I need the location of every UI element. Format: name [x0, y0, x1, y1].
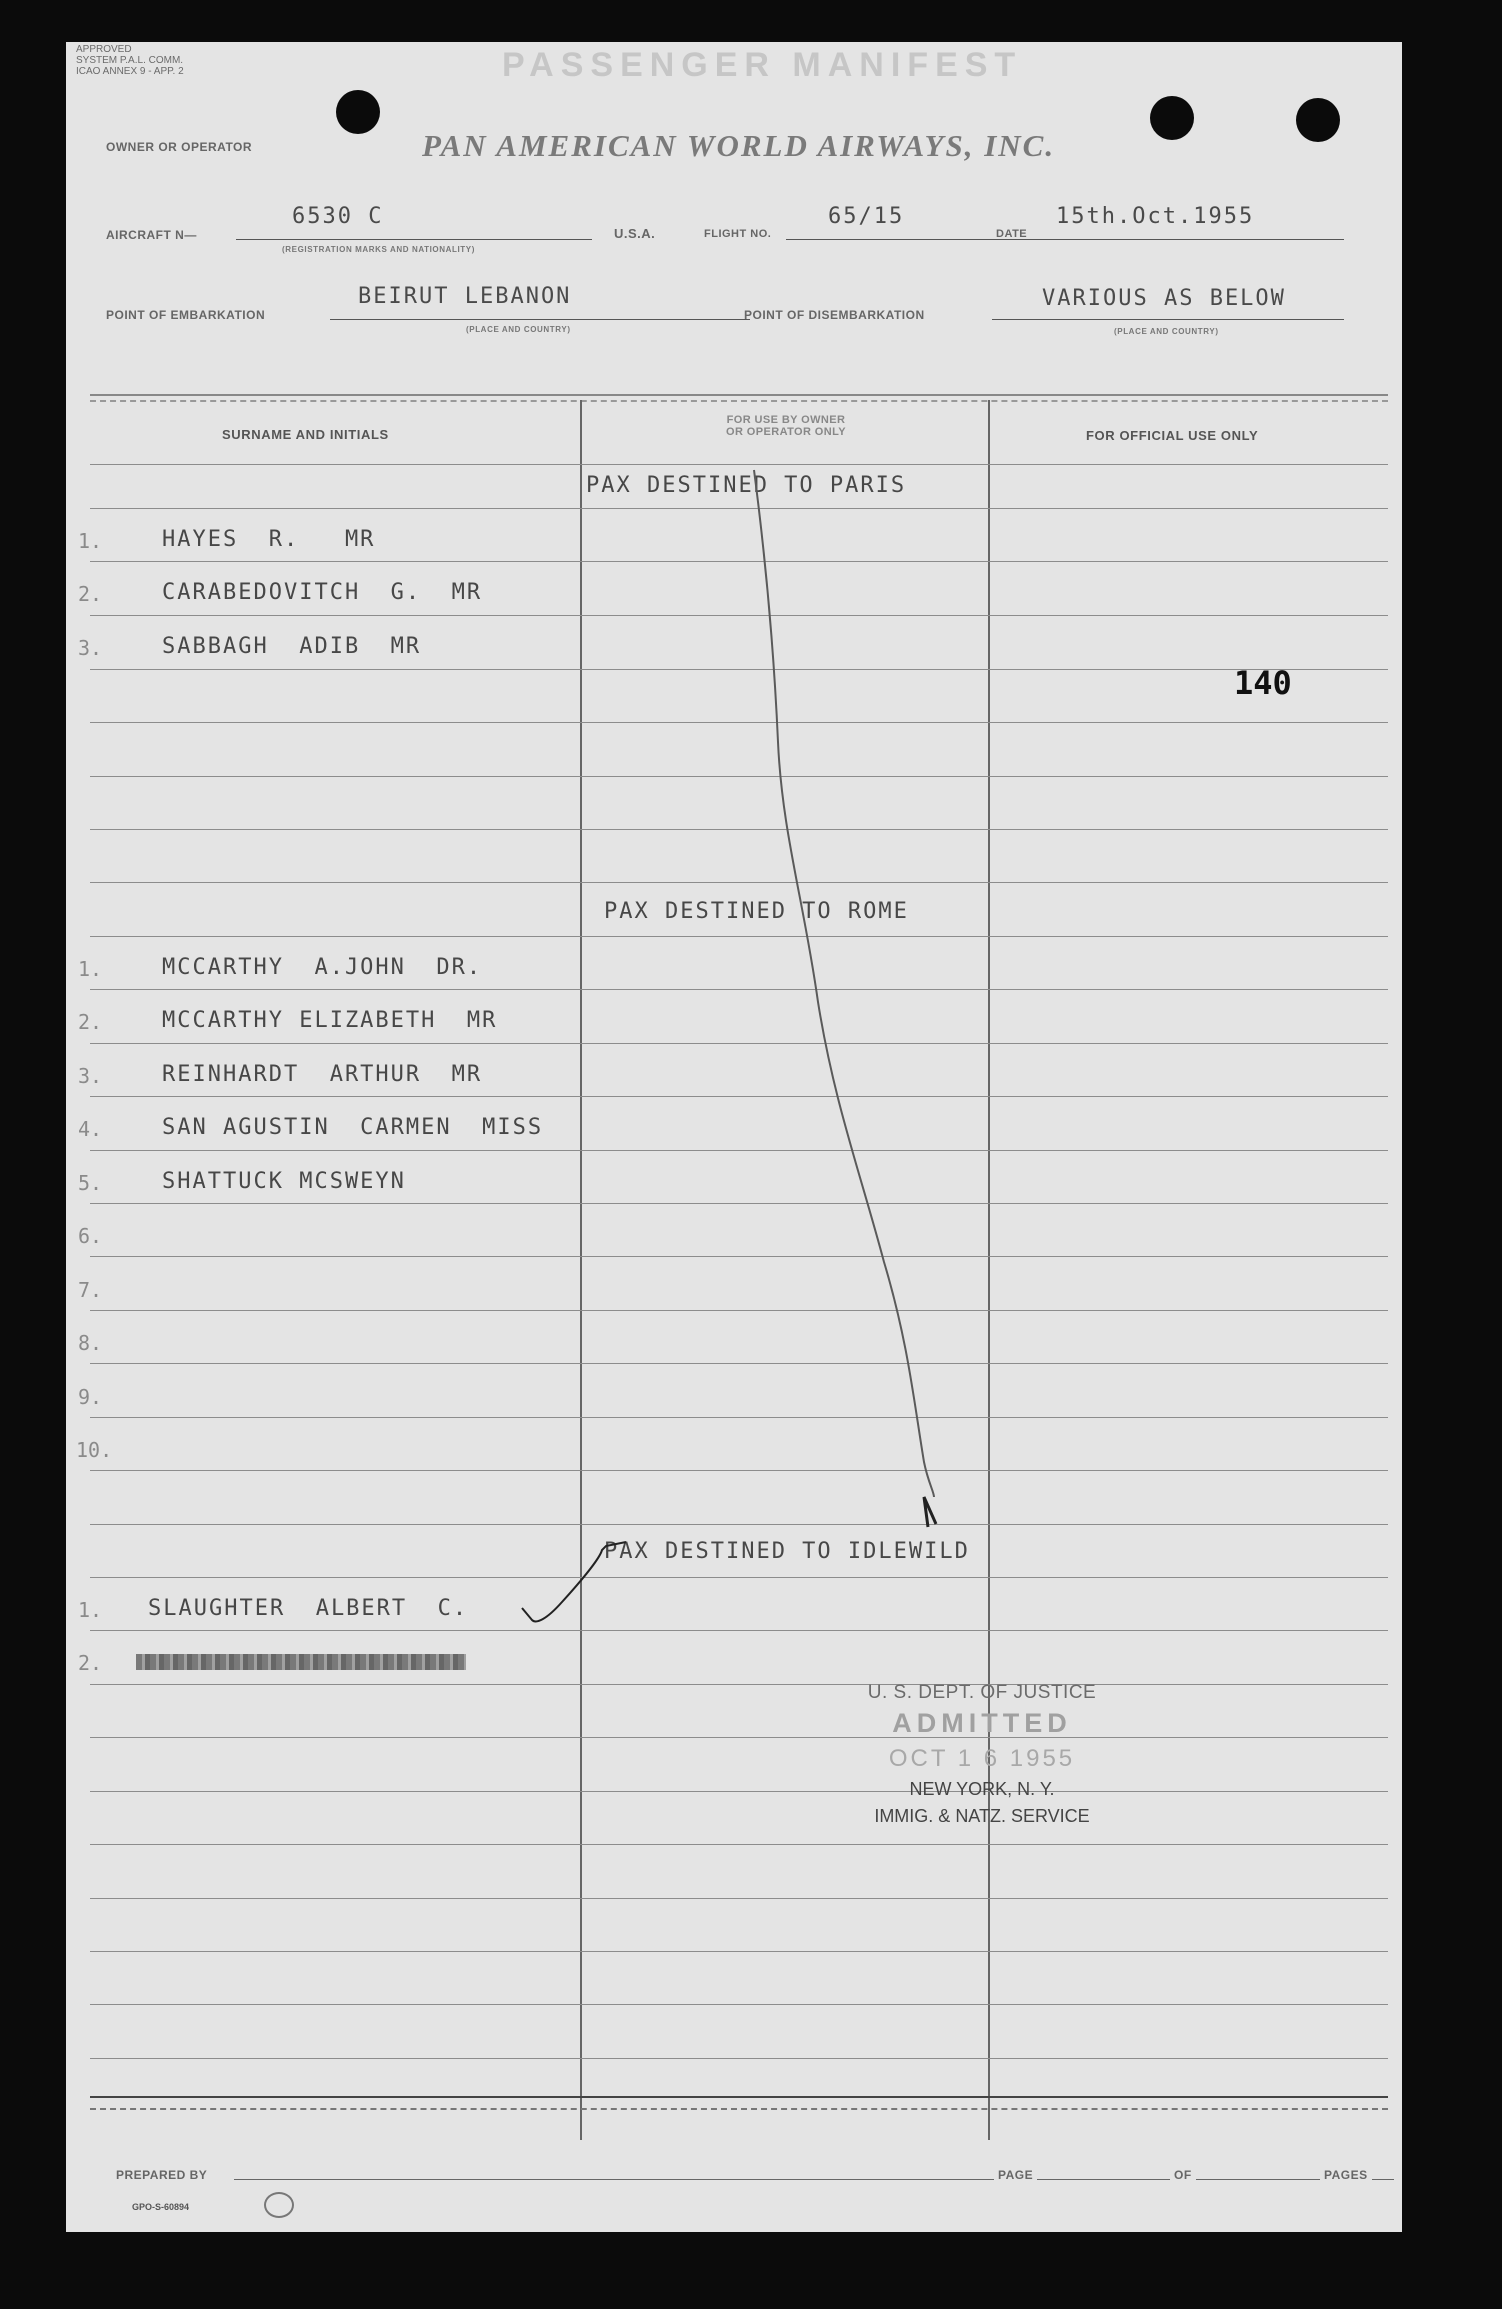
- stamp-line: OCT 1 6 1955: [888, 1745, 1076, 1772]
- print-code: GPO-S-60894: [132, 2202, 190, 2212]
- pen-annotation: [66, 42, 1402, 2232]
- flight-date: 15th.Oct.1955: [1056, 204, 1255, 229]
- passenger-name: CARABEDOVITCH G. MR: [162, 580, 483, 605]
- passenger-name: MCCARTHY A.JOHN DR.: [162, 955, 483, 980]
- row-number: 10.: [76, 1438, 113, 1462]
- country-label: U.S.A.: [614, 226, 656, 241]
- row-number: 1.: [78, 957, 103, 981]
- row-number: 2.: [78, 1651, 103, 1675]
- row-number: 7.: [78, 1278, 103, 1302]
- form-code-line: ICAO ANNEX 9 - APP. 2: [76, 66, 184, 77]
- aircraft-label: AIRCRAFT N—: [106, 228, 197, 242]
- row-number: 2.: [78, 1010, 103, 1034]
- row-number: 4.: [78, 1117, 103, 1141]
- form-code-line: APPROVED: [76, 44, 132, 55]
- pages-label: PAGES: [1320, 2168, 1372, 2182]
- row-number: 3.: [78, 1064, 103, 1088]
- column-header-official: FOR OFFICIAL USE ONLY: [1086, 428, 1259, 443]
- pen-arrow: [924, 1497, 936, 1527]
- page-title: PASSENGER MANIFEST: [502, 46, 1023, 84]
- embarkation-label: POINT OF EMBARKATION: [106, 308, 266, 322]
- disembarkation-place: VARIOUS AS BELOW: [1042, 286, 1286, 311]
- passenger-name: HAYES R. MR: [162, 527, 376, 552]
- stamp-line: NEW YORK, N. Y.: [909, 1779, 1055, 1799]
- carrier-name: PAN AMERICAN WORLD AIRWAYS, INC.: [422, 128, 1056, 163]
- group-header-paris: PAX DESTINED TO PARIS: [586, 473, 907, 498]
- embarkation-place: BEIRUT LEBANON: [358, 284, 572, 309]
- owner-label: OWNER OR OPERATOR: [106, 140, 253, 154]
- of-label: OF: [1170, 2168, 1196, 2182]
- stamp-line: IMMIG. & NATZ. SERVICE: [874, 1806, 1090, 1826]
- column-header-owner-line: OR OPERATOR ONLY: [726, 426, 846, 438]
- row-number: 6.: [78, 1224, 103, 1248]
- row-number: 5.: [78, 1171, 103, 1195]
- row-number: 3.: [78, 636, 103, 660]
- page-label: PAGE: [994, 2168, 1037, 2182]
- row-number: 8.: [78, 1331, 103, 1355]
- passenger-name: REINHARDT ARTHUR MR: [162, 1062, 483, 1087]
- form-code-line: SYSTEM P.A.L. COMM.: [76, 55, 184, 66]
- passenger-name: SHATTUCK MCSWEYN: [162, 1169, 406, 1194]
- passenger-name: SLAUGHTER ALBERT C.: [148, 1596, 469, 1621]
- stamp-line: U. S. DEPT. OF JUSTICE: [867, 1682, 1097, 1703]
- check-mark: [522, 1542, 626, 1621]
- row-number: 9.: [78, 1385, 103, 1409]
- group-header-rome: PAX DESTINED TO ROME: [604, 899, 909, 924]
- prepared-label: PREPARED BY: [116, 2168, 208, 2182]
- column-header-surname: SURNAME AND INITIALS: [222, 427, 389, 442]
- aircraft-number: 6530 C: [292, 204, 384, 229]
- passenger-name: SABBAGH ADIB MR: [162, 634, 422, 659]
- group-header-idlewild: PAX DESTINED TO IDLEWILD: [604, 1539, 970, 1564]
- flight-label: FLIGHT NO.: [704, 228, 772, 240]
- passenger-name: SAN AGUSTIN CARMEN MISS: [162, 1115, 544, 1140]
- passenger-name: MCCARTHY ELIZABETH MR: [162, 1008, 498, 1033]
- row-number: 2.: [78, 582, 103, 606]
- union-bug-seal: [264, 2192, 294, 2218]
- place-caption: (PLACE AND COUNTRY): [1114, 327, 1219, 336]
- pen-line: [754, 470, 934, 1497]
- immigration-stamp: [812, 1682, 1152, 1827]
- disembarkation-label: POINT OF DISEMBARKATION: [744, 308, 925, 322]
- date-label: DATE: [996, 228, 1028, 240]
- stamp-line: ADMITTED: [892, 1708, 1072, 1738]
- place-caption: (PLACE AND COUNTRY): [466, 325, 571, 334]
- flight-number: 65/15: [828, 204, 905, 229]
- row-number: 1.: [78, 1598, 103, 1622]
- column-header-owner-line: FOR USE BY OWNER: [726, 414, 846, 426]
- manifest-page: [66, 42, 1402, 2232]
- row-number: 1.: [78, 529, 103, 553]
- official-number: 140: [1234, 664, 1292, 702]
- registration-caption: (REGISTRATION MARKS AND NATIONALITY): [282, 245, 475, 254]
- footer-underline: [234, 2179, 1394, 2180]
